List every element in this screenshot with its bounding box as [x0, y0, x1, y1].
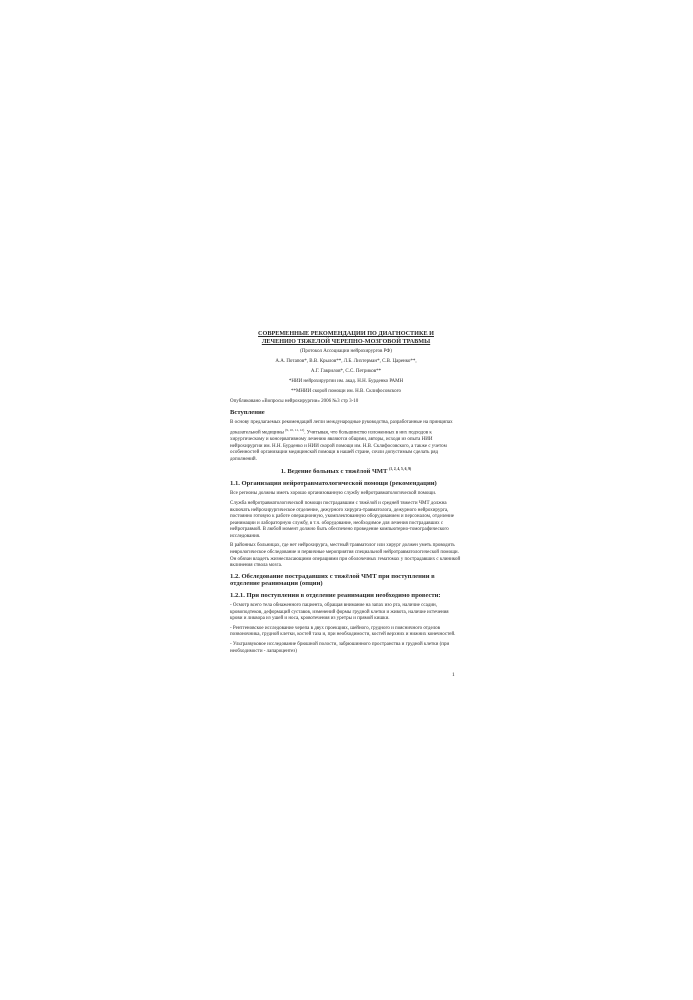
intro-heading: Вступление [230, 408, 265, 416]
document-title [230, 330, 462, 345]
section-1-1-paragraph-1: Все регионы должны иметь хорошо организованную службу нейротравматологической помощи. [230, 491, 437, 497]
intro-citation: (9, 10, 11, 12) [285, 427, 305, 432]
affiliation-2: **МНИИ скорой помощи им. Н.В. Склифосовского [290, 389, 402, 395]
section-1-title: 1. Ведение больных с тяжёлой ЧМТ [280, 468, 388, 476]
section-1-heading [230, 466, 462, 476]
section-1-2-1-item-2: - Рентгеновское исследование черепа в двух проекциях, шейного, грудного и поясничного отделов позвоночника, грудной клетки, костей таза и, при необходимости, костей верхних и нижних конечностей. [230, 625, 456, 638]
page-number: 1 [452, 672, 455, 678]
document-page [230, 330, 462, 658]
title-line-2: ЛЕЧЕНИЮ ТЯЖЕЛОЙ ЧЕРЕПНО-МОЗГОВОЙ ТРАВМЫ [261, 337, 431, 345]
intro-text-end: . Учитывая, что большинство изложенных в них подходов к хирургическому и консервативному лечению являются общими, авторы, исходя из опыта НИИ нейрохирургии им. Н.Н. Бурденко и НИИ скорой помощи им. Н.В. Склифосовского, а также с учетом особенностей организации медицинской помощи в нашей стране, сочли допустимым сделать ряд дополнений. [230, 430, 447, 462]
section-1-2-1-heading: 1.2.1. При поступлении в отделение реанимации необходимо провести: [230, 591, 441, 599]
section-1-1-paragraph-2: Служба нейротравматологической помощи пострадавшим с тяжёлой и средней тяжести ЧМТ должна включать нейрохирургическое отделение, дежурного хирурга-травматолога, дежурного нейрохирурга, постоянно готовую к работе операционную, укомплектованную оборудованием и персоналом, отделение реанимации и лабораторную службу, в т.ч. оборудование, необходимое для лечения пострадавших с нейротравмой. В любой момент должно быть обеспечено проведение компьютерно-томографического исследования. [230, 500, 455, 539]
subtitle: (Протокол Ассоциации нейрохирургов РФ) [300, 349, 392, 355]
publication-info: Опубликовано «Вопросы нейрохирургии» 2006 №3 стр 3-10 [230, 399, 359, 405]
section-1-citation: (1, 2, 4, 5, 6, 9) [389, 467, 412, 472]
intro-paragraph [230, 420, 462, 463]
affiliation-1: *НИИ нейрохирургии им. акад. Н.Н. Бурденко РАМН [288, 379, 404, 385]
section-1-2-1-item-3: - Ультразвуковое исследование брюшной полости, забрюшинного пространства и грудной клетки (при необходимости - лапароцентез) [230, 642, 450, 654]
authors-line-1: А.А. Потапов*, В.В. Крылов**, Л.Б. Лихтерман*, С.В. Царенко**, [275, 359, 417, 365]
section-1-2-1-item-1: - Осмотр всего тела обнаженного пациента, обращая внимание на запах изо рта, наличие ссадин, кровоподтеков, деформаций суставов, изменений формы грудной клетки и живота, наличие истечения крови и ликвора из ушей и носа, кровотечения из уретры и прямой кишки. [230, 603, 449, 622]
authors-line-2: А.Г. Гаврилов*, С.С. Петриков** [310, 369, 382, 375]
section-1-2-heading: 1.2. Обследование пострадавших с тяжёлой ЧМТ при поступлении в отделение реанимации (опции) [230, 572, 435, 588]
section-1-1-paragraph-3: В районных больницах, где нет нейрохирурга, местный травматолог или хирург должен уметь проводить неврологическое обследование и первичные мероприятия специальной нейротравматологической помощи. Он обязан владеть жизнеспасающими операциями при оболочечных гематомах у пострадавших с клиникой вклинения ствола мозга. [230, 543, 461, 569]
intro-text-start: В основу предлагаемых рекомендаций легли международные руководства, разработанные на принципах доказательной медицины [230, 420, 453, 436]
title-line-1: СОВРЕМЕННЫЕ РЕКОМЕНДАЦИИ ПО ДИАГНОСТИКЕ И [258, 330, 434, 337]
section-1-1-heading: 1.1. Организация нейротравматологической помощи (рекомендации) [230, 479, 437, 487]
